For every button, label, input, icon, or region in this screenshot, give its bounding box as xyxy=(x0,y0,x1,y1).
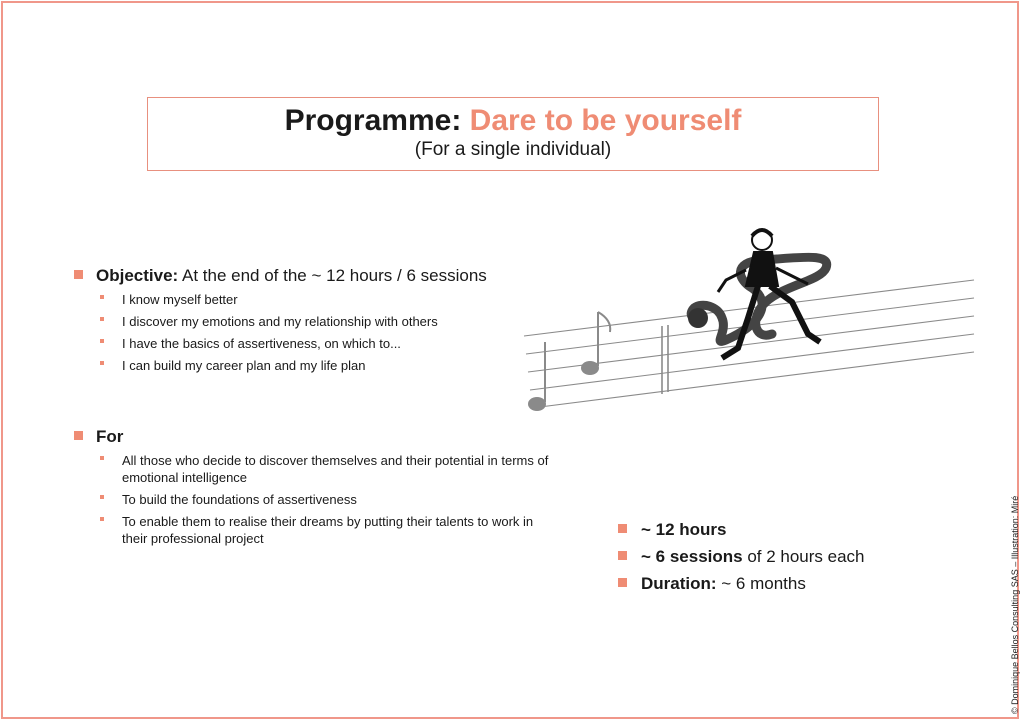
page-title xyxy=(148,103,878,139)
fact-hours: ~ 12 hours xyxy=(618,516,865,543)
copyright-credit: © Dominique Bellos Consulting SAS – Illustration: Miré xyxy=(1010,495,1020,714)
for-list xyxy=(74,452,549,547)
list-item: I have the basics of assertiveness, on which to... xyxy=(74,335,526,352)
objective-list xyxy=(74,291,526,374)
objective-label: Objective: xyxy=(96,266,179,285)
list-item: I know myself better xyxy=(74,291,526,308)
title-box xyxy=(147,97,879,171)
list-item: I can build my career plan and my life plan xyxy=(74,357,526,374)
for-section xyxy=(74,426,549,552)
bullet-square-icon xyxy=(618,578,627,587)
page-subtitle: (For a single individual) xyxy=(414,139,612,160)
title-highlight: Dare to be yourself xyxy=(469,104,742,137)
bullet-square-icon xyxy=(618,524,627,533)
title-label: Programme: xyxy=(284,104,470,137)
bullet-square-icon xyxy=(74,431,83,440)
fact-duration: Duration: ~ 6 months xyxy=(618,570,865,597)
objective-text: At the end of the ~ 12 hours / 6 sessions xyxy=(178,266,487,285)
list-item: To build the foundations of assertiveness xyxy=(74,491,549,508)
list-item: All those who decide to discover themselves and their potential in terms of emotional intelligence xyxy=(74,452,549,486)
for-heading xyxy=(74,426,549,448)
bullet-square-icon xyxy=(618,551,627,560)
list-item: To enable them to realise their dreams by putting their talents to work in their professional project xyxy=(74,513,549,547)
for-label: For xyxy=(96,427,124,446)
objective-section xyxy=(74,265,526,379)
list-item: I discover my emotions and my relationship with others xyxy=(74,313,526,330)
objective-heading xyxy=(74,265,526,287)
facts-list xyxy=(618,516,865,597)
fact-sessions: ~ 6 sessions of 2 hours each xyxy=(618,543,865,570)
music-staff-illustration xyxy=(522,222,978,422)
bullet-square-icon xyxy=(74,270,83,279)
